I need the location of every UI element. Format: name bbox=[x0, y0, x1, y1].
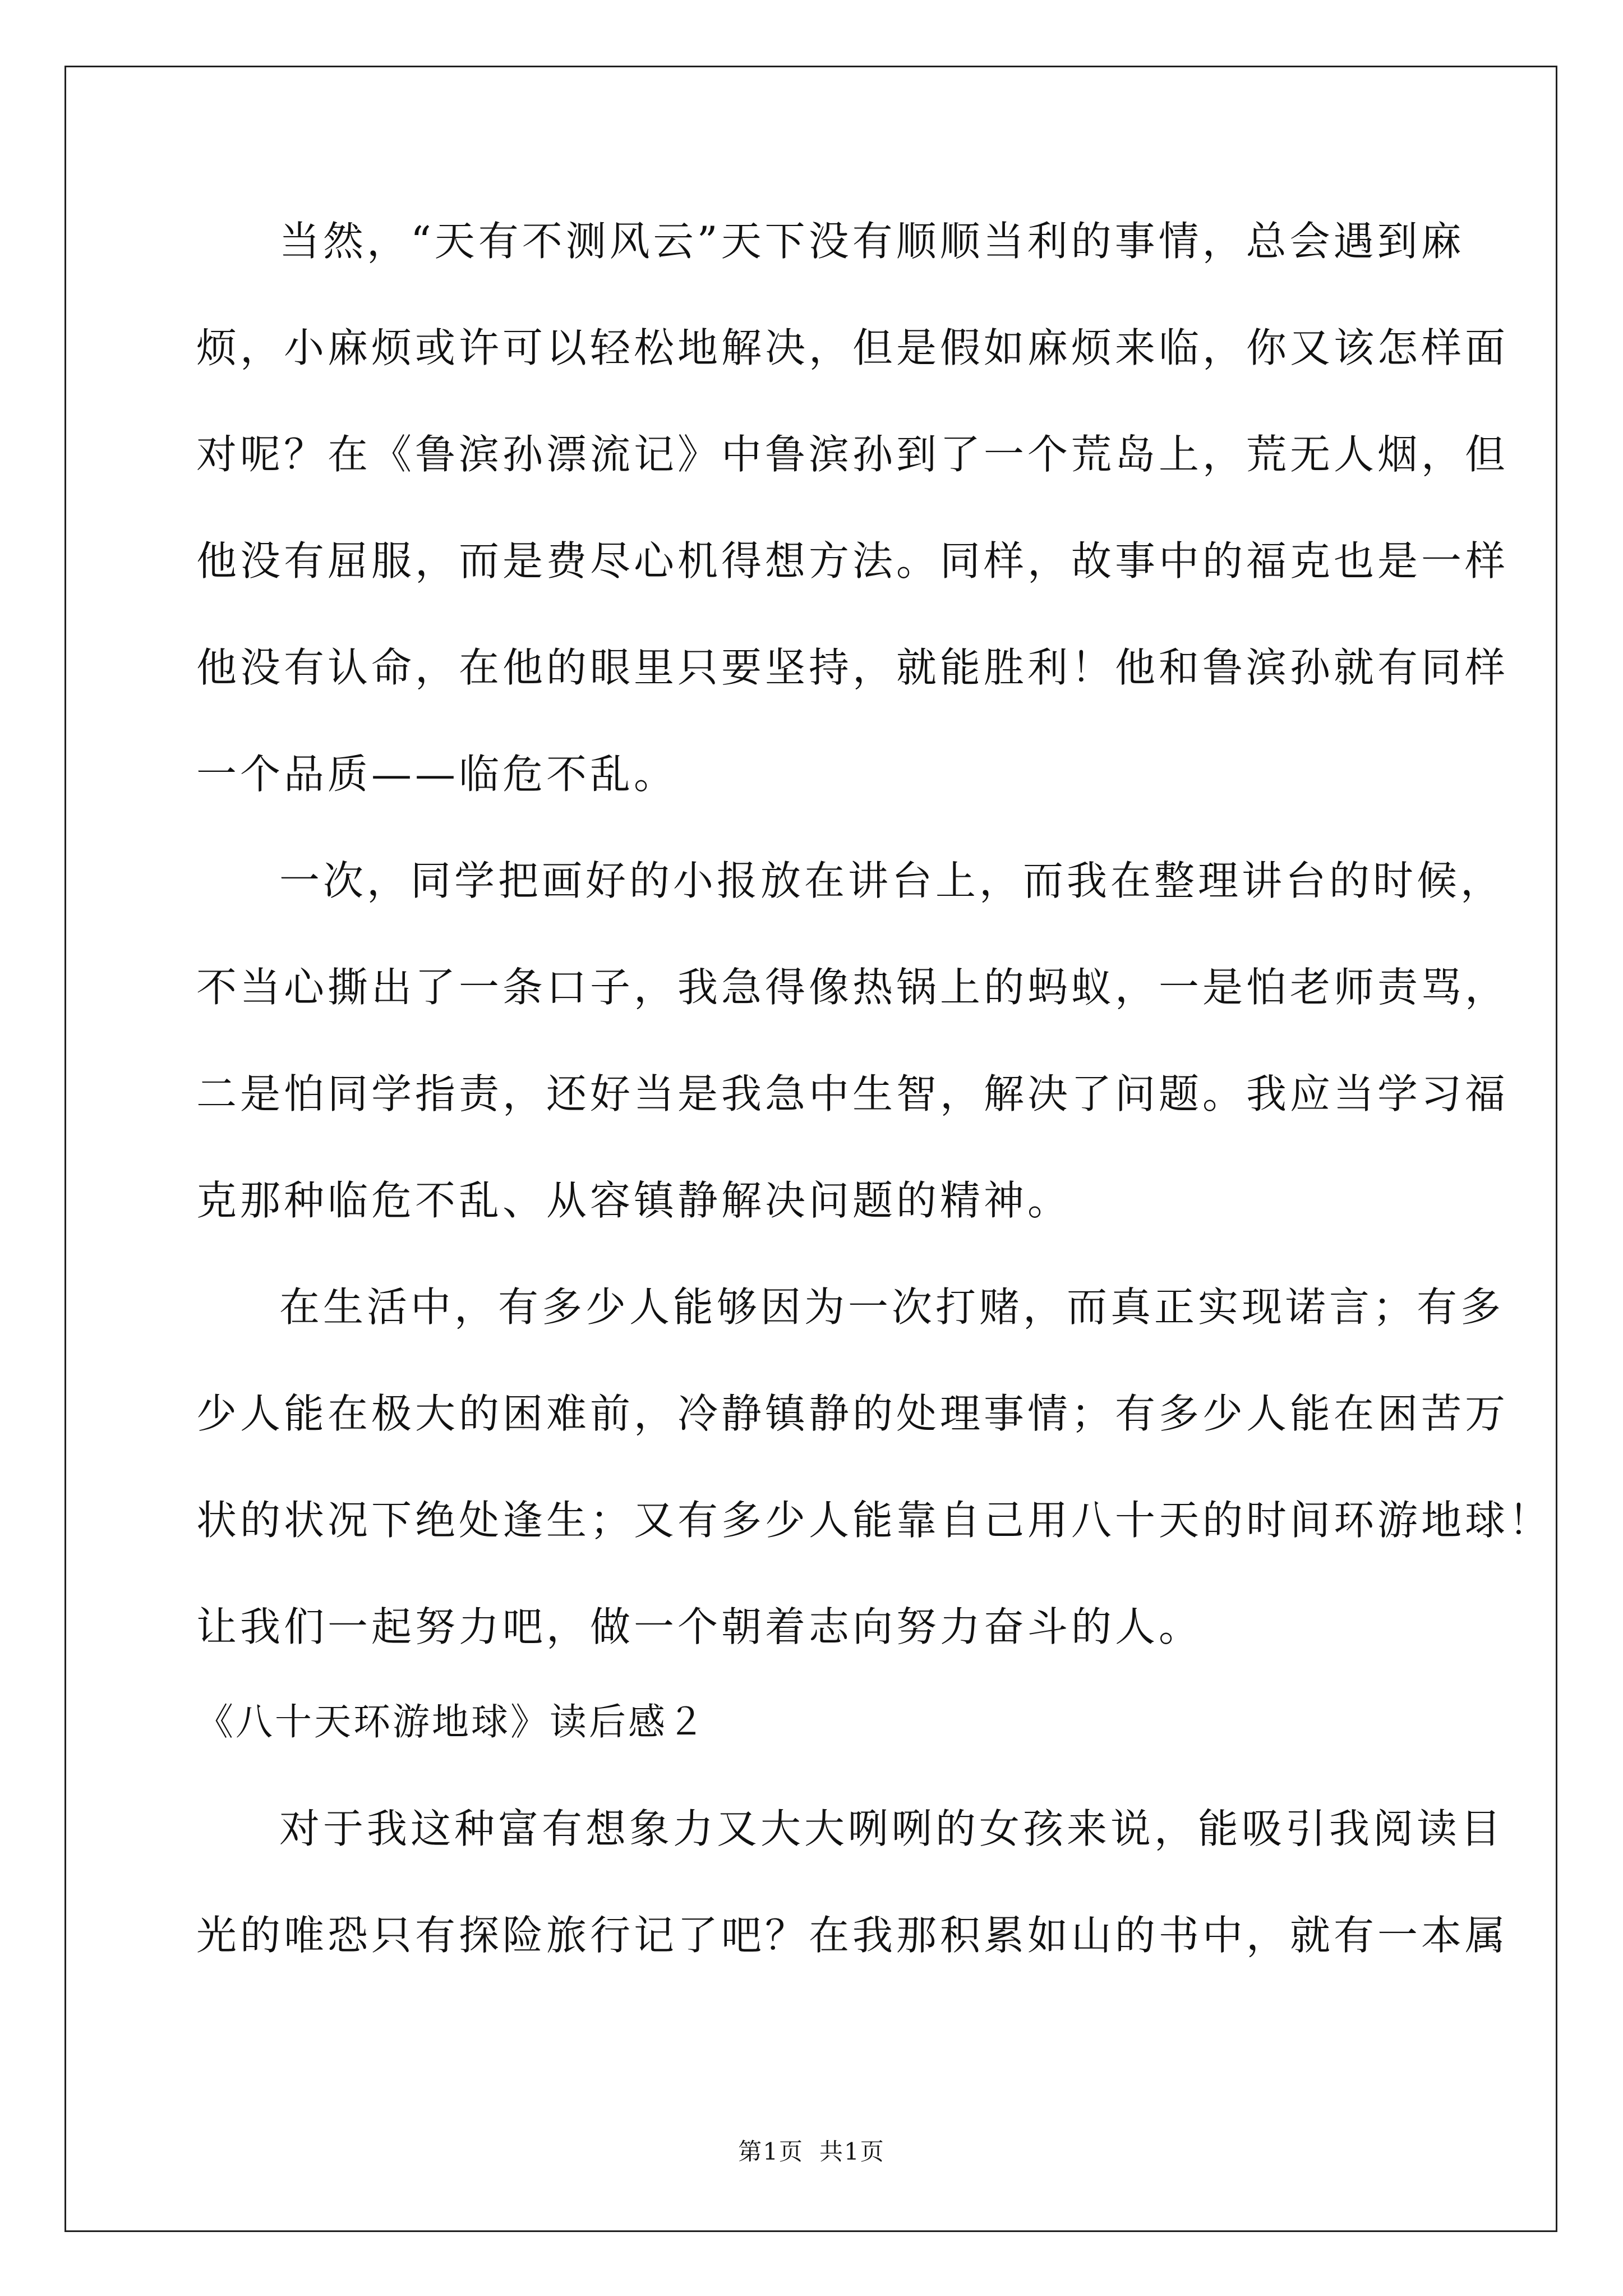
section-heading: 《八十天环游地球》读后感２ bbox=[196, 1700, 707, 1743]
paragraph-4-line-2: 光的唯恐只有探险旅行记了吧？在我那积累如山的书中，就有一本属 bbox=[196, 1912, 1509, 1959]
paragraph-2-line-1: 一次，同学把画好的小报放在讲台上，而我在整理讲台的时候， bbox=[279, 857, 1505, 904]
paragraph-3-line-3: 状的状况下绝处逢生；又有多少人能靠自己用八十天的时间环游地球！ bbox=[196, 1497, 1553, 1544]
paragraph-1-line-5: 他没有认命，在他的眼里只要坚持，就能胜利！他和鲁滨孙就有同样 bbox=[196, 644, 1509, 691]
page-footer bbox=[0, 2135, 1623, 2169]
paragraph-3-line-1: 在生活中，有多少人能够因为一次打赌，而真正实现诺言；有多 bbox=[279, 1283, 1505, 1331]
paragraph-1-line-2: 烦，小麻烦或许可以轻松地解决，但是假如麻烦来临，你又该怎样面 bbox=[196, 324, 1509, 371]
paragraph-1-line-6: 一个品质——临危不乱。 bbox=[196, 751, 678, 798]
page-total: 共1页 bbox=[819, 2138, 885, 2165]
paragraph-4-line-1: 对于我这种富有想象力又大大咧咧的女孩来说，能吸引我阅读目 bbox=[279, 1805, 1505, 1852]
paragraph-2-line-4: 克那种临危不乱、从容镇静解决问题的精神。 bbox=[196, 1177, 1072, 1224]
paragraph-3-line-4: 让我们一起努力吧，做一个朝着志向努力奋斗的人。 bbox=[196, 1603, 1203, 1650]
paragraph-3-line-2: 少人能在极大的困难前，冷静镇静的处理事情；有多少人能在困苦万 bbox=[196, 1390, 1509, 1437]
paragraph-1-line-1: 当然，“天有不测风云”天下没有顺顺当利的事情，总会遇到麻 bbox=[279, 218, 1465, 265]
paragraph-1-line-4: 他没有屈服，而是费尽心机得想方法。同样，故事中的福克也是一样 bbox=[196, 537, 1509, 585]
page-border bbox=[64, 66, 1557, 2232]
paragraph-2-line-3: 二是怕同学指责，还好当是我急中生智，解决了问题。我应当学习福 bbox=[196, 1070, 1509, 1117]
page-number: 第1页 bbox=[738, 2138, 804, 2165]
paragraph-2-line-2: 不当心撕出了一条口子，我急得像热锅上的蚂蚁，一是怕老师责骂， bbox=[196, 964, 1509, 1011]
paragraph-1-line-3: 对呢？在《鲁滨孙漂流记》中鲁滨孙到了一个荒岛上，荒无人烟，但 bbox=[196, 431, 1509, 478]
